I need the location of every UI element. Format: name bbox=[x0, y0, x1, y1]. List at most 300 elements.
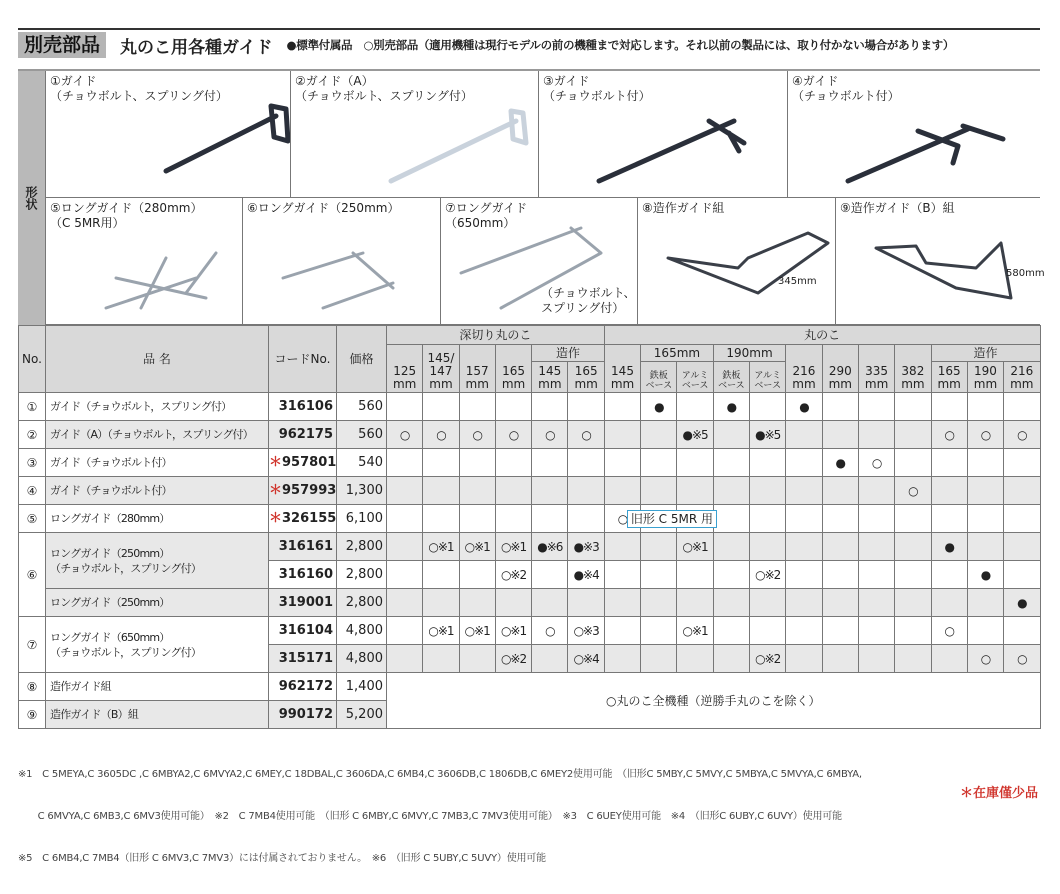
subgroup-zousaku: 造作 bbox=[532, 345, 605, 362]
subgroup-165mm: 165mm bbox=[641, 345, 714, 362]
product-image-6 bbox=[243, 198, 441, 325]
gallery-item-label: ⑧造作ガイド組 bbox=[642, 201, 725, 215]
col-header-size: 335 mm bbox=[858, 345, 894, 393]
compat-cell bbox=[423, 477, 459, 505]
compat-cell bbox=[641, 477, 677, 505]
gallery-item-4 bbox=[787, 71, 1040, 198]
product-name: ロングガイド（250mm） bbox=[46, 589, 269, 617]
product-image-9 bbox=[836, 198, 1041, 325]
col-header-size: アルミ ベース bbox=[677, 362, 713, 393]
compat-cell bbox=[713, 589, 749, 617]
compat-cell: ● bbox=[786, 393, 822, 421]
product-price: 4,800 bbox=[337, 617, 387, 645]
compat-cell bbox=[604, 533, 640, 561]
compat-cell: ●※5 bbox=[677, 421, 713, 449]
product-code bbox=[269, 393, 337, 421]
compat-cell: ○ bbox=[423, 421, 459, 449]
compat-cell: ○ bbox=[1004, 421, 1040, 449]
gallery-item-sublabel: （チョウボルト、 スプリング付） bbox=[541, 286, 636, 315]
compat-cell bbox=[387, 449, 423, 477]
compat-cell bbox=[641, 533, 677, 561]
product-name: ガイド（チョウボルト，スプリング付） bbox=[46, 393, 269, 421]
compat-cell: ○ bbox=[1004, 645, 1040, 673]
compat-cell: ○※2 bbox=[495, 645, 531, 673]
table-row bbox=[19, 449, 1041, 477]
table-row bbox=[19, 589, 1041, 617]
compat-cell bbox=[459, 505, 495, 533]
compat-cell bbox=[387, 589, 423, 617]
row-number: ② bbox=[19, 421, 46, 449]
product-code bbox=[269, 645, 337, 673]
compat-cell bbox=[750, 533, 786, 561]
compat-cell: ○※3 bbox=[568, 617, 604, 645]
compat-cell: ○ bbox=[931, 421, 967, 449]
compat-cell bbox=[967, 449, 1003, 477]
product-name: 造作ガイド組 bbox=[46, 673, 269, 701]
compat-cell bbox=[423, 561, 459, 589]
product-price: 540 bbox=[337, 449, 387, 477]
compat-cell bbox=[532, 645, 568, 673]
product-name: ロングガイド（250mm） （チョウボルト，スプリング付） bbox=[46, 533, 269, 589]
compat-cell bbox=[967, 505, 1003, 533]
product-code bbox=[269, 421, 337, 449]
compat-cell bbox=[750, 589, 786, 617]
compat-cell: ○ bbox=[858, 449, 894, 477]
compat-cell bbox=[459, 449, 495, 477]
compat-cell: ○ bbox=[532, 421, 568, 449]
code-value: 990172 bbox=[278, 706, 333, 722]
product-price: 560 bbox=[337, 393, 387, 421]
compat-cell bbox=[677, 645, 713, 673]
col-header-size: 157 mm bbox=[459, 345, 495, 393]
product-code bbox=[269, 533, 337, 561]
compat-cell bbox=[895, 533, 931, 561]
model-note: 旧形 C 5MR 用 bbox=[627, 510, 717, 528]
compat-cell bbox=[459, 589, 495, 617]
compat-cell bbox=[931, 561, 967, 589]
compat-cell bbox=[822, 589, 858, 617]
compat-cell bbox=[532, 449, 568, 477]
table-row bbox=[19, 617, 1041, 645]
stock-star-icon: ＊ bbox=[269, 510, 283, 526]
compat-cell: ●※5 bbox=[750, 421, 786, 449]
compat-cell: ○ bbox=[459, 421, 495, 449]
col-header-price: 価格 bbox=[337, 326, 387, 393]
compat-cell bbox=[641, 589, 677, 617]
compat-cell: ● bbox=[931, 533, 967, 561]
compat-cell bbox=[822, 477, 858, 505]
row-number: ⑧ bbox=[19, 673, 46, 701]
compat-cell bbox=[895, 561, 931, 589]
compat-cell bbox=[713, 505, 749, 533]
compat-cell bbox=[822, 421, 858, 449]
table-row bbox=[19, 505, 1041, 533]
col-header-size: 165 mm bbox=[568, 362, 604, 393]
product-price: 2,800 bbox=[337, 533, 387, 561]
compatibility-table bbox=[18, 325, 1041, 729]
compat-cell bbox=[750, 477, 786, 505]
compat-cell bbox=[568, 393, 604, 421]
compat-cell bbox=[604, 393, 640, 421]
compat-cell bbox=[604, 589, 640, 617]
gallery-item-label: ④ガイド （チョウボルト付） bbox=[792, 74, 900, 103]
code-value: 962172 bbox=[278, 678, 333, 694]
compat-cell bbox=[423, 393, 459, 421]
compat-cell: ● bbox=[967, 561, 1003, 589]
compat-cell bbox=[568, 505, 604, 533]
row-number: ⑤ bbox=[19, 505, 46, 533]
compat-cell bbox=[387, 617, 423, 645]
compat-cell bbox=[713, 561, 749, 589]
compat-cell bbox=[641, 645, 677, 673]
product-name: ロングガイド（650mm） （チョウボルト，スプリング付） bbox=[46, 617, 269, 673]
product-price: 2,800 bbox=[337, 589, 387, 617]
compat-cell: ○ bbox=[967, 421, 1003, 449]
compat-cell bbox=[713, 449, 749, 477]
dimension-label: 580mm bbox=[1006, 268, 1045, 279]
gallery-item-label: ⑨造作ガイド（B）組 bbox=[840, 201, 955, 215]
compat-cell bbox=[858, 561, 894, 589]
compat-cell bbox=[677, 589, 713, 617]
row-number: ⑨ bbox=[19, 701, 46, 729]
compat-cell bbox=[387, 505, 423, 533]
stock-note: ＊在庫僅少品 bbox=[959, 786, 1038, 801]
compat-cell bbox=[713, 533, 749, 561]
compat-cell: ○ bbox=[895, 477, 931, 505]
product-name: ガイド（A）（チョウボルト，スプリング付） bbox=[46, 421, 269, 449]
code-value: 962175 bbox=[278, 426, 333, 442]
compat-cell bbox=[1004, 505, 1040, 533]
compat-cell: ○ bbox=[495, 421, 531, 449]
compat-cell bbox=[641, 561, 677, 589]
compat-cell bbox=[532, 589, 568, 617]
compat-cell bbox=[459, 561, 495, 589]
compat-cell: ○※2 bbox=[495, 561, 531, 589]
compat-cell bbox=[387, 477, 423, 505]
compat-cell bbox=[967, 393, 1003, 421]
compat-cell bbox=[677, 393, 713, 421]
product-gallery bbox=[18, 69, 1045, 325]
compat-cell bbox=[786, 589, 822, 617]
compat-cell bbox=[931, 449, 967, 477]
compat-cell bbox=[931, 645, 967, 673]
compat-cell bbox=[822, 645, 858, 673]
compat-cell bbox=[604, 449, 640, 477]
compat-cell bbox=[750, 617, 786, 645]
col-header-size: 382 mm bbox=[895, 345, 931, 393]
code-value: 315171 bbox=[278, 650, 333, 666]
compat-cell bbox=[1004, 617, 1040, 645]
compat-cell bbox=[786, 533, 822, 561]
compat-cell bbox=[713, 645, 749, 673]
product-code bbox=[269, 561, 337, 589]
compat-cell: ● bbox=[822, 449, 858, 477]
compat-cell: ● bbox=[713, 393, 749, 421]
product-price: 1,300 bbox=[337, 477, 387, 505]
section-header bbox=[18, 32, 954, 58]
col-header-size: 鉄板 ベース bbox=[713, 362, 749, 393]
compat-cell bbox=[459, 477, 495, 505]
compat-cell: ●※6 bbox=[532, 533, 568, 561]
compat-cell bbox=[604, 421, 640, 449]
compat-cell bbox=[495, 477, 531, 505]
compat-cell bbox=[604, 645, 640, 673]
compat-cell: ○ bbox=[931, 617, 967, 645]
stock-star-icon: ＊ bbox=[269, 454, 283, 470]
compat-cell bbox=[822, 561, 858, 589]
compat-cell: ○※1 bbox=[677, 617, 713, 645]
subgroup-zousaku: 造作 bbox=[931, 345, 1040, 362]
footnote-line: ※5 C 6MB4,C 7MB4（旧形 C 6MV3,C 7MV3）には付属されておりません。 ※6 （旧形 C 5UBY,C 5UVY）使用可能 bbox=[18, 853, 546, 864]
compat-cell bbox=[786, 561, 822, 589]
product-image-8 bbox=[638, 198, 836, 325]
table-row bbox=[19, 673, 1041, 701]
compat-cell bbox=[1004, 449, 1040, 477]
gallery-item-label: ②ガイド（A） （チョウボルト、スプリング付） bbox=[295, 74, 473, 103]
compat-cell bbox=[750, 449, 786, 477]
compat-cell: ○※1 bbox=[495, 617, 531, 645]
compat-cell bbox=[641, 421, 677, 449]
group-header-deep: 深切り丸のこ bbox=[387, 326, 605, 345]
compat-cell bbox=[786, 505, 822, 533]
compat-cell: ○ bbox=[387, 421, 423, 449]
compat-cell bbox=[677, 561, 713, 589]
row-number: ① bbox=[19, 393, 46, 421]
compat-cell: ○※1 bbox=[677, 533, 713, 561]
col-header-name: 品 名 bbox=[46, 326, 269, 393]
compat-cell bbox=[895, 393, 931, 421]
compat-cell bbox=[858, 617, 894, 645]
product-code bbox=[269, 449, 337, 477]
compat-cell bbox=[423, 589, 459, 617]
section-title: 丸のこ用各種ガイド bbox=[120, 37, 273, 58]
footnote-line: C 6MVYA,C 6MB3,C 6MV3使用可能） ※2 C 7MB4使用可能 （旧形 C 6MBY,C 6MVY,C 7MB3,C 7MV3使用可能） ※3 C 6UEY使用可能 ※4 （旧形C 6UBY,C 6UVY）使用可能 bbox=[18, 811, 842, 822]
stock-star-icon: ＊ bbox=[269, 482, 283, 498]
product-price: 4,800 bbox=[337, 645, 387, 673]
product-price: 1,400 bbox=[337, 673, 387, 701]
compat-cell: ○ bbox=[568, 421, 604, 449]
compat-cell bbox=[786, 477, 822, 505]
col-header-size: 鉄板 ベース bbox=[641, 362, 677, 393]
compat-cell bbox=[750, 393, 786, 421]
col-header-code: コードNo. bbox=[269, 326, 337, 393]
gallery-item-8 bbox=[637, 198, 835, 325]
footnotes bbox=[18, 740, 862, 894]
compat-cell bbox=[858, 421, 894, 449]
row-number: ⑥ bbox=[19, 533, 46, 617]
compat-cell bbox=[387, 645, 423, 673]
compat-cell bbox=[1004, 393, 1040, 421]
header-row bbox=[19, 326, 1041, 345]
gallery-item-label: ③ガイド （チョウボルト付） bbox=[543, 74, 651, 103]
col-header-size: 145 mm bbox=[604, 345, 640, 393]
compat-cell: ●※3 bbox=[568, 533, 604, 561]
compat-cell bbox=[641, 449, 677, 477]
col-header-size: 290 mm bbox=[822, 345, 858, 393]
compat-cell bbox=[423, 449, 459, 477]
compat-cell: ●※4 bbox=[568, 561, 604, 589]
compat-cell bbox=[532, 477, 568, 505]
compat-cell bbox=[931, 393, 967, 421]
gallery-item-5 bbox=[45, 198, 242, 325]
compat-cell bbox=[495, 505, 531, 533]
compat-cell bbox=[858, 505, 894, 533]
compat-cell bbox=[459, 393, 495, 421]
compat-cell bbox=[931, 589, 967, 617]
compat-cell bbox=[931, 505, 967, 533]
compat-cell bbox=[387, 393, 423, 421]
product-code bbox=[269, 673, 337, 701]
shape-side-label bbox=[18, 71, 45, 325]
compat-cell: ○※2 bbox=[750, 561, 786, 589]
compat-cell bbox=[495, 393, 531, 421]
compat-cell bbox=[931, 477, 967, 505]
shape-label: 形状 bbox=[24, 186, 38, 210]
compat-cell bbox=[895, 505, 931, 533]
row-number: ⑦ bbox=[19, 617, 46, 673]
compat-cell bbox=[967, 617, 1003, 645]
code-value: 957801 bbox=[282, 454, 337, 470]
compat-cell: ○※2 bbox=[750, 645, 786, 673]
col-header-no: No. bbox=[19, 326, 46, 393]
compat-cell bbox=[786, 421, 822, 449]
compat-cell bbox=[858, 645, 894, 673]
compat-cell: ○※1 bbox=[423, 617, 459, 645]
compat-cell bbox=[387, 561, 423, 589]
product-name: 造作ガイド（B）組 bbox=[46, 701, 269, 729]
compat-cell bbox=[495, 589, 531, 617]
product-name: ガイド（チョウボルト付） bbox=[46, 449, 269, 477]
compat-mark: ○ bbox=[617, 511, 628, 526]
gallery-item-3 bbox=[538, 71, 787, 198]
gallery-item-7 bbox=[440, 198, 637, 325]
product-name: ガイド（チョウボルト付） bbox=[46, 477, 269, 505]
compat-cell bbox=[387, 533, 423, 561]
compat-cell bbox=[822, 617, 858, 645]
product-code bbox=[269, 701, 337, 729]
compat-cell bbox=[713, 477, 749, 505]
row-number: ③ bbox=[19, 449, 46, 477]
code-value: 316106 bbox=[278, 398, 333, 414]
code-value: 316160 bbox=[278, 566, 333, 582]
compat-cell bbox=[786, 617, 822, 645]
compat-cell bbox=[532, 561, 568, 589]
compat-cell bbox=[713, 421, 749, 449]
code-value: 326155 bbox=[282, 510, 337, 526]
top-rule bbox=[18, 28, 1040, 30]
compat-cell bbox=[967, 477, 1003, 505]
compat-cell bbox=[786, 645, 822, 673]
compat-cell: ● bbox=[641, 393, 677, 421]
gallery-item-label: ⑤ロングガイド（280mm） （C 5MR用） bbox=[50, 201, 203, 230]
table-row bbox=[19, 421, 1041, 449]
compat-cell bbox=[532, 505, 568, 533]
gallery-item-1 bbox=[45, 71, 290, 198]
gallery-item-label: ⑥ロングガイド（250mm） bbox=[247, 201, 400, 215]
legend-text: ●標準付属品 ○別売部品（適用機種は現行モデルの前の機種まで対応します。それ以前の製品には、取り付かない場合があります） bbox=[286, 38, 955, 52]
compat-cell bbox=[568, 589, 604, 617]
col-header-size: 190 mm bbox=[967, 362, 1003, 393]
compat-cell bbox=[641, 617, 677, 645]
col-header-size: 125 mm bbox=[387, 345, 423, 393]
compat-cell bbox=[822, 505, 858, 533]
compat-cell: ○※4 bbox=[568, 645, 604, 673]
compat-cell bbox=[786, 449, 822, 477]
compat-cell bbox=[895, 617, 931, 645]
product-price: 560 bbox=[337, 421, 387, 449]
col-header-size: 216 mm bbox=[1004, 362, 1040, 393]
compat-cell bbox=[895, 421, 931, 449]
compat-cell: ○ bbox=[532, 617, 568, 645]
col-header-size: 165 mm bbox=[931, 362, 967, 393]
compat-cell bbox=[459, 645, 495, 673]
table-row bbox=[19, 533, 1041, 561]
compat-cell bbox=[1004, 477, 1040, 505]
table-row bbox=[19, 393, 1041, 421]
compat-cell bbox=[495, 449, 531, 477]
compat-cell bbox=[604, 561, 640, 589]
compat-cell bbox=[604, 477, 640, 505]
col-header-size: 165 mm bbox=[495, 345, 531, 393]
compat-cell: ○※1 bbox=[459, 617, 495, 645]
compat-cell bbox=[967, 533, 1003, 561]
code-value: 316161 bbox=[278, 538, 333, 554]
dimension-label: 345mm bbox=[778, 276, 817, 287]
table-row bbox=[19, 477, 1041, 505]
product-code bbox=[269, 617, 337, 645]
code-value: 957993 bbox=[282, 482, 337, 498]
gallery-item-6 bbox=[242, 198, 440, 325]
compat-cell bbox=[423, 505, 459, 533]
gallery-item-9 bbox=[835, 198, 1045, 325]
all-models-note: ○丸のこ全機種（逆勝手丸のこを除く） bbox=[387, 673, 1041, 729]
subgroup-190mm: 190mm bbox=[713, 345, 786, 362]
gallery-item-label: ①ガイド （チョウボルト、スプリング付） bbox=[50, 74, 228, 103]
compat-cell bbox=[532, 393, 568, 421]
compat-cell bbox=[822, 533, 858, 561]
compat-cell bbox=[858, 589, 894, 617]
compat-cell bbox=[677, 477, 713, 505]
compat-cell bbox=[895, 645, 931, 673]
product-price: 2,800 bbox=[337, 561, 387, 589]
row-number: ④ bbox=[19, 477, 46, 505]
compat-cell bbox=[750, 505, 786, 533]
product-price: 6,100 bbox=[337, 505, 387, 533]
compat-cell bbox=[967, 589, 1003, 617]
compat-cell: ○ bbox=[967, 645, 1003, 673]
compat-cell: ○※1 bbox=[495, 533, 531, 561]
product-code bbox=[269, 477, 337, 505]
product-code bbox=[269, 505, 337, 533]
col-header-size: 145 mm bbox=[532, 362, 568, 393]
footnote-line: ※1 C 5MEYA,C 3605DC ,C 6MBYA2,C 6MVYA2,C 6MEY,C 18DBAL,C 3606DA,C 6MB4,C 3606DB,C 1806DB,C 6MEY2使用可能 （旧形C 5MBY,C 5MVY,C 5MBYA,C 5MVYA,C 6MBYA, bbox=[18, 769, 862, 780]
product-name: ロングガイド（280mm） bbox=[46, 505, 269, 533]
compat-cell: ● bbox=[1004, 589, 1040, 617]
compat-cell bbox=[822, 393, 858, 421]
gallery-item-label: ⑦ロングガイド （650mm） bbox=[445, 201, 528, 230]
gallery-item-2 bbox=[290, 71, 538, 198]
code-value: 319001 bbox=[278, 594, 333, 610]
compat-cell bbox=[895, 449, 931, 477]
col-header-size: アルミ ベース bbox=[750, 362, 786, 393]
col-header-size: 145/ 147 mm bbox=[423, 345, 459, 393]
compat-cell bbox=[895, 589, 931, 617]
section-tag: 別売部品 bbox=[18, 32, 106, 58]
product-code bbox=[269, 589, 337, 617]
compat-cell bbox=[858, 393, 894, 421]
compat-cell bbox=[568, 477, 604, 505]
compat-cell bbox=[858, 477, 894, 505]
